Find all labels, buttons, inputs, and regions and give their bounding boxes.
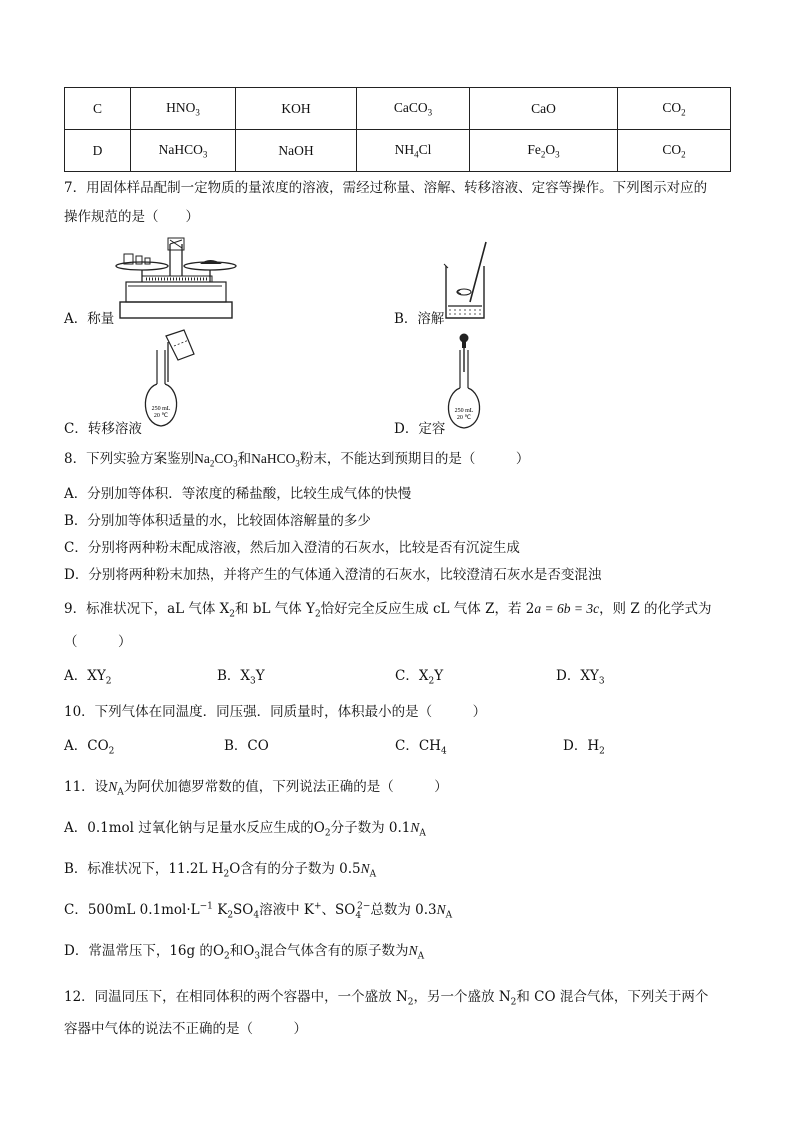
flask-temp-label: 20 ℃ <box>153 413 169 419</box>
q7-stem-line2: 操作规范的是（ ） <box>64 209 199 225</box>
table-row <box>65 130 731 172</box>
q9-option-d: D．$XY_3$ <box>556 668 605 687</box>
q8-stem: 8．下列实验方案鉴别$Na_2CO_3$和NaHCO$_3$粉末，不能达到预期目的是（ ） <box>64 451 530 469</box>
q12-stem-line2: 容器中气体的说法不正确的是（ ） <box>64 1021 307 1037</box>
table-cell: C <box>65 88 131 130</box>
q9-option-c: C．$X_2Y$ <box>395 668 444 687</box>
table-cell: $Fe_2O_3$ <box>470 130 618 172</box>
q8-option-a: A．分别加等体积．等浓度的稀盐酸，比较生成气体的快慢 <box>64 486 412 502</box>
q11-option-b: B．标准状况下，11.2L $H_2O$含有的分子数为 $0.5N_A$ <box>64 861 377 880</box>
q7-stem-line1: 7．用固体样品配制一定物质的量浓度的溶液，需经过称量、溶解、转移溶液、定容等操作。下列图示对应的 <box>64 180 708 196</box>
table-cell: $CO_2$ <box>618 130 731 172</box>
table-cell: CaO <box>470 88 618 130</box>
q10-option-a: A．$CO_2$ <box>64 738 115 757</box>
table-cell: D <box>65 130 131 172</box>
q11-stem: 11．设$N_A$为阿伏加德罗常数的值，下列说法正确的是（ ） <box>64 779 448 798</box>
q12-stem-line1: 12．同温同压下，在相同体积的两个容器中，一个盛放 $N_2$，另一个盛放 $N_2$和 CO 混合气体，下列关于两个 <box>64 989 709 1008</box>
q8-option-c: C．分别将两种粉末配成溶液，然后加入澄清的石灰水，比较是否有沉淀生成 <box>64 540 520 556</box>
flask-volume-label: 250 mL <box>151 406 171 412</box>
table-cell: KOH <box>236 88 357 130</box>
table-cell: CaCO$_3$ <box>357 88 470 130</box>
q10-option-d: D．$H_2$ <box>563 738 605 757</box>
table-cell: NaHCO$_3$ <box>131 130 236 172</box>
balance-scale-icon <box>112 236 242 322</box>
table-cell: $CO_2$ <box>618 88 731 130</box>
table-cell: $HNO_3$ <box>131 88 236 130</box>
q7-option-a: A．称量 <box>64 311 115 327</box>
q11-option-c: C．500mL $0.1mol\cdot L^{-1}$ $K_2SO_4$溶液中 K+、$SO_4^{2-}$总数为 $0.3N_A$ <box>64 901 453 921</box>
q7-option-b: B．溶解 <box>394 311 445 327</box>
q9-answer-paren: （ ） <box>64 634 132 650</box>
q7-option-c: C．转移溶液 <box>64 421 142 437</box>
q9-option-b: B．$X_3Y$ <box>217 668 265 687</box>
q10-stem: 10．下列气体在同温度．同压强．同质量时，体积最小的是（ ） <box>64 704 487 720</box>
q7-option-d: D．定容 <box>394 421 446 437</box>
q8-option-b: B．分别加等体积适量的水，比较固体溶解量的多少 <box>64 513 371 529</box>
flask-temp-label: 20 ℃ <box>456 415 472 421</box>
table-row <box>65 88 731 130</box>
q9-option-a: A．$XY_2$ <box>64 668 112 687</box>
table-cell: NaOH <box>236 130 357 172</box>
volumetric-flask-dropper-icon <box>446 332 490 432</box>
beaker-stirring-icon <box>440 240 490 320</box>
reagent-table <box>64 87 731 172</box>
q9-stem: 9．标准状况下，aL 气体 $X_2$和 bL 气体 $Y_2$恰好完全反应生成 cL 气体 Z，若 2a = 6b = 3c，则 Z 的化学式为 <box>64 601 712 620</box>
q10-option-c: C．$CH_4$ <box>395 738 447 757</box>
q8-option-d: D．分别将两种粉末加热，并将产生的气体通入澄清的石灰水，比较澄清石灰水是否变混浊 <box>64 567 602 583</box>
table-cell: $NH_4Cl$ <box>357 130 470 172</box>
q11-option-d: D．常温常压下，16g 的$O_2$和$O_3$混合气体含有的原子数为$N_A$ <box>64 943 425 962</box>
q10-option-b: B．CO <box>224 738 269 754</box>
volumetric-flask-pouring-icon <box>144 328 214 430</box>
flask-volume-label: 250 mL <box>454 408 474 414</box>
q11-option-a: A．0.1mol 过氧化钠与足量水反应生成的$O_2$分子数为 $0.1N_A$ <box>64 820 426 839</box>
